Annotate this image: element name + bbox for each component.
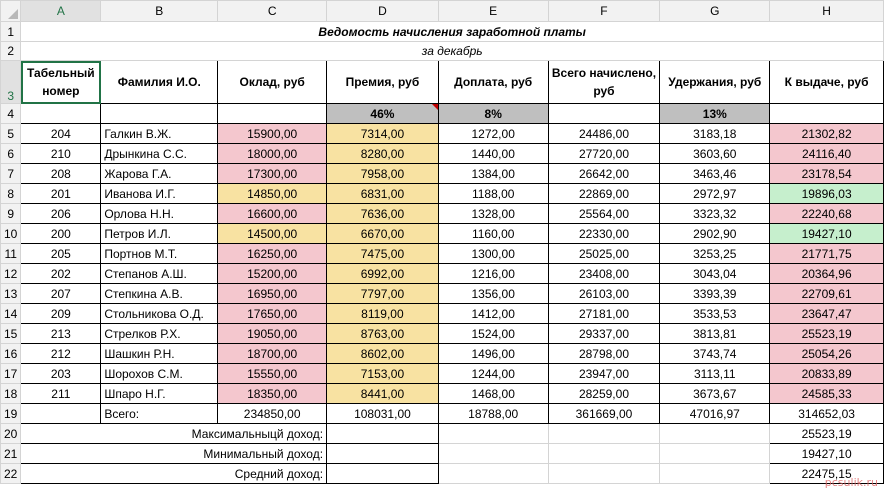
name-cell[interactable]: Иванова И.Г. [101, 184, 218, 204]
row-header[interactable]: 16 [1, 344, 21, 364]
cell[interactable] [21, 104, 101, 124]
table-row [1, 184, 884, 204]
extra-cell[interactable]: 1412,00 [438, 304, 548, 324]
row-header[interactable]: 21 [1, 444, 21, 464]
stat-row [1, 444, 884, 464]
bonus-cell[interactable]: 7797,00 [327, 284, 439, 304]
salary-cell[interactable]: 15550,00 [218, 364, 327, 384]
row-header[interactable]: 20 [1, 424, 21, 444]
tab-number-cell[interactable]: 212 [21, 344, 101, 364]
select-all-button[interactable] [1, 1, 21, 22]
payout-cell[interactable]: 19427,10 [770, 224, 884, 244]
payout-cell[interactable]: 23178,54 [770, 164, 884, 184]
salary-cell[interactable]: 18700,00 [218, 344, 327, 364]
table-row [1, 324, 884, 344]
extra-cell[interactable]: 1160,00 [438, 224, 548, 244]
extra-rate-cell[interactable]: 8% [438, 104, 548, 124]
row-header[interactable]: 7 [1, 164, 21, 184]
name-cell[interactable]: Петров И.Л. [101, 224, 218, 244]
stat-row [1, 424, 884, 444]
cell[interactable] [438, 424, 548, 444]
header-total[interactable]: Всего начислено, руб [548, 61, 660, 104]
total-cell[interactable]: 25564,00 [548, 204, 660, 224]
row-header[interactable]: 5 [1, 124, 21, 144]
table-row [1, 344, 884, 364]
cell[interactable] [770, 104, 884, 124]
stat-label[interactable]: Максимальныцй доход: [21, 424, 327, 444]
table-row [1, 304, 884, 324]
total-cell[interactable]: 22330,00 [548, 224, 660, 244]
salary-cell[interactable]: 19050,00 [218, 324, 327, 344]
deduction-cell[interactable]: 3813,81 [660, 324, 770, 344]
column-header-a[interactable]: A [21, 1, 101, 22]
salary-cell[interactable]: 17300,00 [218, 164, 327, 184]
total-cell[interactable]: 28798,00 [548, 344, 660, 364]
tab-number-cell[interactable]: 204 [21, 124, 101, 144]
salary-cell[interactable]: 16600,00 [218, 204, 327, 224]
totals-row [1, 404, 884, 424]
row-header[interactable]: 2 [1, 42, 21, 61]
row-header[interactable]: 9 [1, 204, 21, 224]
tab-number-cell[interactable]: 213 [21, 324, 101, 344]
cell[interactable] [327, 464, 439, 484]
extra-cell[interactable]: 1272,00 [438, 124, 548, 144]
extra-cell[interactable]: 1328,00 [438, 204, 548, 224]
row-header[interactable]: 13 [1, 284, 21, 304]
name-cell[interactable]: Галкин В.Ж. [101, 124, 218, 144]
tab-number-cell[interactable]: 205 [21, 244, 101, 264]
extra-cell[interactable]: 1188,00 [438, 184, 548, 204]
name-cell[interactable]: Стольникова О.Д. [101, 304, 218, 324]
bonus-rate-cell[interactable]: 46% [327, 104, 439, 124]
total-cell[interactable]: 26642,00 [548, 164, 660, 184]
row-header[interactable]: 17 [1, 364, 21, 384]
salary-cell[interactable]: 18000,00 [218, 144, 327, 164]
total-cell[interactable]: 22869,00 [548, 184, 660, 204]
name-cell[interactable]: Степанов А.Ш. [101, 264, 218, 284]
tab-number-cell[interactable]: 210 [21, 144, 101, 164]
name-cell[interactable]: Степкина А.В. [101, 284, 218, 304]
deduction-cell[interactable]: 3673,67 [660, 384, 770, 404]
deduction-cell[interactable]: 2972,97 [660, 184, 770, 204]
total-accrued-cell[interactable]: 361669,00 [548, 404, 660, 424]
total-deduction-cell[interactable]: 47016,97 [660, 404, 770, 424]
cell[interactable] [548, 104, 660, 124]
column-header-b[interactable]: B [101, 1, 218, 22]
total-cell[interactable]: 23947,00 [548, 364, 660, 384]
extra-cell[interactable]: 1300,00 [438, 244, 548, 264]
total-bonus-cell[interactable]: 108031,00 [327, 404, 439, 424]
header-deductions[interactable]: Удержания, руб [660, 61, 770, 104]
cell[interactable] [218, 104, 327, 124]
payout-cell[interactable]: 21771,75 [770, 244, 884, 264]
cell[interactable] [660, 444, 770, 464]
payout-cell[interactable]: 25054,26 [770, 344, 884, 364]
bonus-cell[interactable]: 8280,00 [327, 144, 439, 164]
row-header[interactable]: 19 [1, 404, 21, 424]
extra-cell[interactable]: 1356,00 [438, 284, 548, 304]
deduction-rate-cell[interactable]: 13% [660, 104, 770, 124]
deduction-cell[interactable]: 2902,90 [660, 224, 770, 244]
bonus-cell[interactable]: 6992,00 [327, 264, 439, 284]
row-header[interactable]: 15 [1, 324, 21, 344]
header-bonus[interactable]: Премия, руб [327, 61, 439, 104]
row-header[interactable]: 14 [1, 304, 21, 324]
tab-number-cell[interactable]: 211 [21, 384, 101, 404]
sheet-subtitle[interactable]: за декабрь [21, 42, 884, 61]
tab-number-cell[interactable]: 202 [21, 264, 101, 284]
total-salary-cell[interactable]: 234850,00 [218, 404, 327, 424]
column-header-e[interactable]: E [438, 1, 548, 22]
row-header[interactable]: 3 [1, 61, 21, 104]
total-cell[interactable]: 25025,00 [548, 244, 660, 264]
payout-cell[interactable]: 22709,61 [770, 284, 884, 304]
total-cell[interactable]: 27181,00 [548, 304, 660, 324]
payout-cell[interactable]: 20364,96 [770, 264, 884, 284]
tab-number-cell[interactable]: 200 [21, 224, 101, 244]
name-cell[interactable]: Портнов М.Т. [101, 244, 218, 264]
payout-cell[interactable]: 20833,89 [770, 364, 884, 384]
row-header[interactable]: 11 [1, 244, 21, 264]
deduction-cell[interactable]: 3183,18 [660, 124, 770, 144]
salary-cell[interactable]: 18350,00 [218, 384, 327, 404]
name-cell[interactable]: Дрынкина С.С. [101, 144, 218, 164]
tab-number-cell[interactable]: 208 [21, 164, 101, 184]
cell[interactable] [548, 424, 660, 444]
salary-cell[interactable]: 14850,00 [218, 184, 327, 204]
extra-cell[interactable]: 1244,00 [438, 364, 548, 384]
deduction-cell[interactable]: 3743,74 [660, 344, 770, 364]
salary-cell[interactable]: 17650,00 [218, 304, 327, 324]
column-header-row [1, 1, 884, 22]
table-row [1, 264, 884, 284]
bonus-cell[interactable]: 8602,00 [327, 344, 439, 364]
salary-cell[interactable]: 14500,00 [218, 224, 327, 244]
stat-value[interactable]: 22475,15 [770, 464, 884, 484]
stat-label[interactable]: Минимальный доход: [21, 444, 327, 464]
table-row [1, 364, 884, 384]
deduction-cell[interactable]: 3253,25 [660, 244, 770, 264]
row-header[interactable]: 6 [1, 144, 21, 164]
tab-number-cell[interactable]: 206 [21, 204, 101, 224]
cell[interactable] [660, 464, 770, 484]
deduction-cell[interactable]: 3533,53 [660, 304, 770, 324]
cell[interactable] [548, 464, 660, 484]
table-row [1, 124, 884, 144]
total-cell[interactable]: 28259,00 [548, 384, 660, 404]
payout-cell[interactable]: 24116,40 [770, 144, 884, 164]
table-row [1, 384, 884, 404]
stat-row [1, 464, 884, 484]
tab-number-cell[interactable]: 203 [21, 364, 101, 384]
tab-number-cell[interactable]: 201 [21, 184, 101, 204]
cell[interactable] [438, 444, 548, 464]
total-cell[interactable]: 29337,00 [548, 324, 660, 344]
cell[interactable] [438, 464, 548, 484]
bonus-cell[interactable]: 7153,00 [327, 364, 439, 384]
cell[interactable] [548, 444, 660, 464]
totals-label[interactable]: Всего: [101, 404, 218, 424]
cell[interactable] [327, 424, 439, 444]
total-cell[interactable]: 26103,00 [548, 284, 660, 304]
cell[interactable] [327, 444, 439, 464]
row-header[interactable]: 1 [1, 22, 21, 42]
salary-cell[interactable]: 15900,00 [218, 124, 327, 144]
tab-number-cell[interactable]: 209 [21, 304, 101, 324]
extra-cell[interactable]: 1468,00 [438, 384, 548, 404]
deduction-cell[interactable]: 3393,39 [660, 284, 770, 304]
name-cell[interactable]: Шпаро Н.Г. [101, 384, 218, 404]
table-row [1, 224, 884, 244]
deduction-cell[interactable]: 3463,46 [660, 164, 770, 184]
tab-number-cell[interactable]: 207 [21, 284, 101, 304]
payout-cell[interactable]: 22240,68 [770, 204, 884, 224]
table-row [1, 284, 884, 304]
name-cell[interactable]: Стрелков Р.Х. [101, 324, 218, 344]
row-header[interactable]: 18 [1, 384, 21, 404]
column-header-g[interactable]: G [660, 1, 770, 22]
total-payout-cell[interactable]: 314652,03 [770, 404, 884, 424]
bonus-cell[interactable]: 8441,00 [327, 384, 439, 404]
bonus-cell[interactable]: 8119,00 [327, 304, 439, 324]
deduction-cell[interactable]: 3043,04 [660, 264, 770, 284]
header-extra[interactable]: Доплата, руб [438, 61, 548, 104]
table-row [1, 164, 884, 184]
cell[interactable] [101, 104, 218, 124]
watermark-logo: pcsulik.ru [824, 476, 878, 489]
bonus-cell[interactable]: 7475,00 [327, 244, 439, 264]
bonus-cell[interactable]: 6831,00 [327, 184, 439, 204]
column-header-c[interactable]: C [218, 1, 327, 22]
total-cell[interactable]: 27720,00 [548, 144, 660, 164]
stat-value[interactable]: 19427,10 [770, 444, 884, 464]
table-row [1, 144, 884, 164]
header-tab-number[interactable]: Табельный номер [21, 61, 101, 104]
extra-cell[interactable]: 1216,00 [438, 264, 548, 284]
column-header-f[interactable]: F [548, 1, 660, 22]
name-cell[interactable]: Шорохов С.М. [101, 364, 218, 384]
stat-label[interactable]: Средний доход: [21, 464, 327, 484]
total-cell[interactable]: 23408,00 [548, 264, 660, 284]
bonus-cell[interactable]: 7314,00 [327, 124, 439, 144]
bonus-cell[interactable]: 6670,00 [327, 224, 439, 244]
deduction-cell[interactable]: 3113,11 [660, 364, 770, 384]
payout-cell[interactable]: 25523,19 [770, 324, 884, 344]
payout-cell[interactable]: 19896,03 [770, 184, 884, 204]
stat-value[interactable]: 25523,19 [770, 424, 884, 444]
table-row [1, 244, 884, 264]
cell[interactable] [660, 424, 770, 444]
salary-cell[interactable]: 15200,00 [218, 264, 327, 284]
total-cell[interactable]: 24486,00 [548, 124, 660, 144]
header-name[interactable]: Фамилия И.О. [101, 61, 218, 104]
sheet-title[interactable]: Ведомость начисления заработной платы [21, 22, 884, 42]
salary-cell[interactable]: 16250,00 [218, 244, 327, 264]
column-header-h[interactable]: H [770, 1, 884, 22]
row-header[interactable]: 22 [1, 464, 21, 484]
name-cell[interactable]: Жарова Г.А. [101, 164, 218, 184]
row-header[interactable]: 10 [1, 224, 21, 244]
table-row [1, 204, 884, 224]
extra-cell[interactable]: 1496,00 [438, 344, 548, 364]
name-cell[interactable]: Орлова Н.Н. [101, 204, 218, 224]
row-header[interactable]: 12 [1, 264, 21, 284]
total-extra-cell[interactable]: 18788,00 [438, 404, 548, 424]
column-header-d[interactable]: D [327, 1, 439, 22]
header-payout[interactable]: К выдаче, руб [770, 61, 884, 104]
row-header[interactable]: 8 [1, 184, 21, 204]
payout-cell[interactable]: 21302,82 [770, 124, 884, 144]
cell[interactable] [21, 404, 101, 424]
payout-cell[interactable]: 24585,33 [770, 384, 884, 404]
deduction-cell[interactable]: 3603,60 [660, 144, 770, 164]
deduction-cell[interactable]: 3323,32 [660, 204, 770, 224]
header-salary[interactable]: Оклад, руб [218, 61, 327, 104]
bonus-cell[interactable]: 7636,00 [327, 204, 439, 224]
extra-cell[interactable]: 1524,00 [438, 324, 548, 344]
bonus-cell[interactable]: 7958,00 [327, 164, 439, 184]
name-cell[interactable]: Шашкин Р.Н. [101, 344, 218, 364]
payout-cell[interactable]: 23647,47 [770, 304, 884, 324]
row-header[interactable]: 4 [1, 104, 21, 124]
extra-cell[interactable]: 1440,00 [438, 144, 548, 164]
salary-cell[interactable]: 16950,00 [218, 284, 327, 304]
extra-cell[interactable]: 1384,00 [438, 164, 548, 184]
bonus-cell[interactable]: 8763,00 [327, 324, 439, 344]
